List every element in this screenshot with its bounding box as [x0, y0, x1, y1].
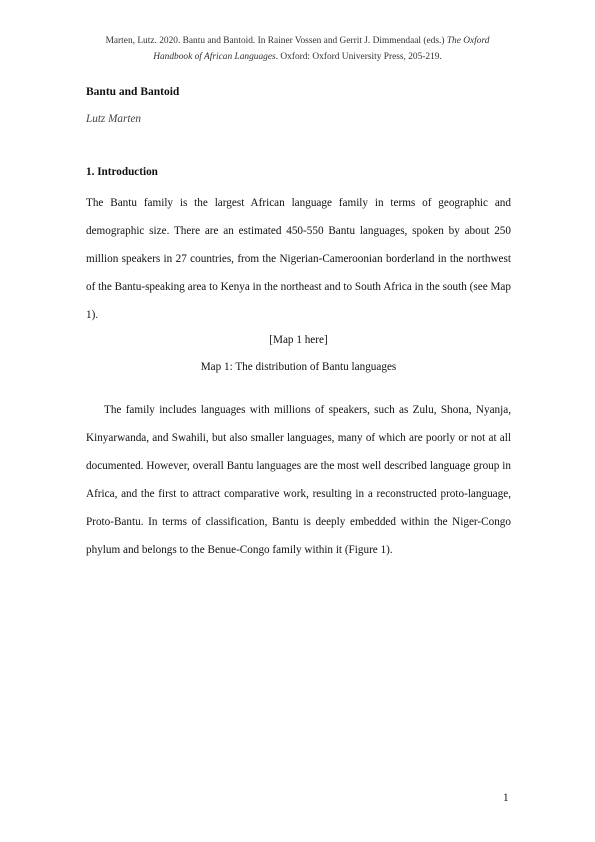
- section-heading: 1. Introduction: [86, 166, 158, 178]
- citation-line2-italic: Handbook of African Languages: [153, 51, 276, 62]
- citation-line1-plain: Marten, Lutz. 2020. Bantu and Bantoid. In Rainer Vossen and Gerrit J. Dimmendaal (eds.): [105, 36, 447, 46]
- author-name: Lutz Marten: [86, 113, 142, 125]
- citation-line2-plain: . Oxford: Oxford University Press, 205-219.: [275, 51, 442, 62]
- page-number: 1: [503, 792, 509, 804]
- citation-line1-italic: The Oxford: [446, 36, 490, 46]
- map-caption: Map 1: The distribution of Bantu languages: [200, 361, 397, 373]
- paper-title: Bantu and Bantoid: [86, 86, 180, 98]
- citation-header: [60, 34, 535, 65]
- body-paragraph-2: The family includes languages with millions of speakers, such as Zulu, Shona, Nyanja, Kinyarwanda, and Swahili, but also smaller languages, many of which are poorly or not at all documented. However, overall Bantu languages are the most well described language group in Africa, and the first to attract comparative work, resulting in a reconstructed proto-language, Proto-Bantu. In terms of classification, Bantu is deeply embedded within the Niger-Congo phylum and belongs to the Benue-Congo family within it (Figure 1).: [86, 404, 511, 556]
- body-paragraph-1: The Bantu family is the largest African language family in terms of geographic and demographic size. There are an estimated 450-550 Bantu languages, spoken by about 250 million speakers in 27 countries, from the Nigerian-Cameroonian borderland in the northwest of the Bantu-speaking area to Kenya in the northeast and to South Africa in the south (see Map 1).: [86, 197, 511, 321]
- map-placeholder: [Map 1 here]: [269, 334, 328, 346]
